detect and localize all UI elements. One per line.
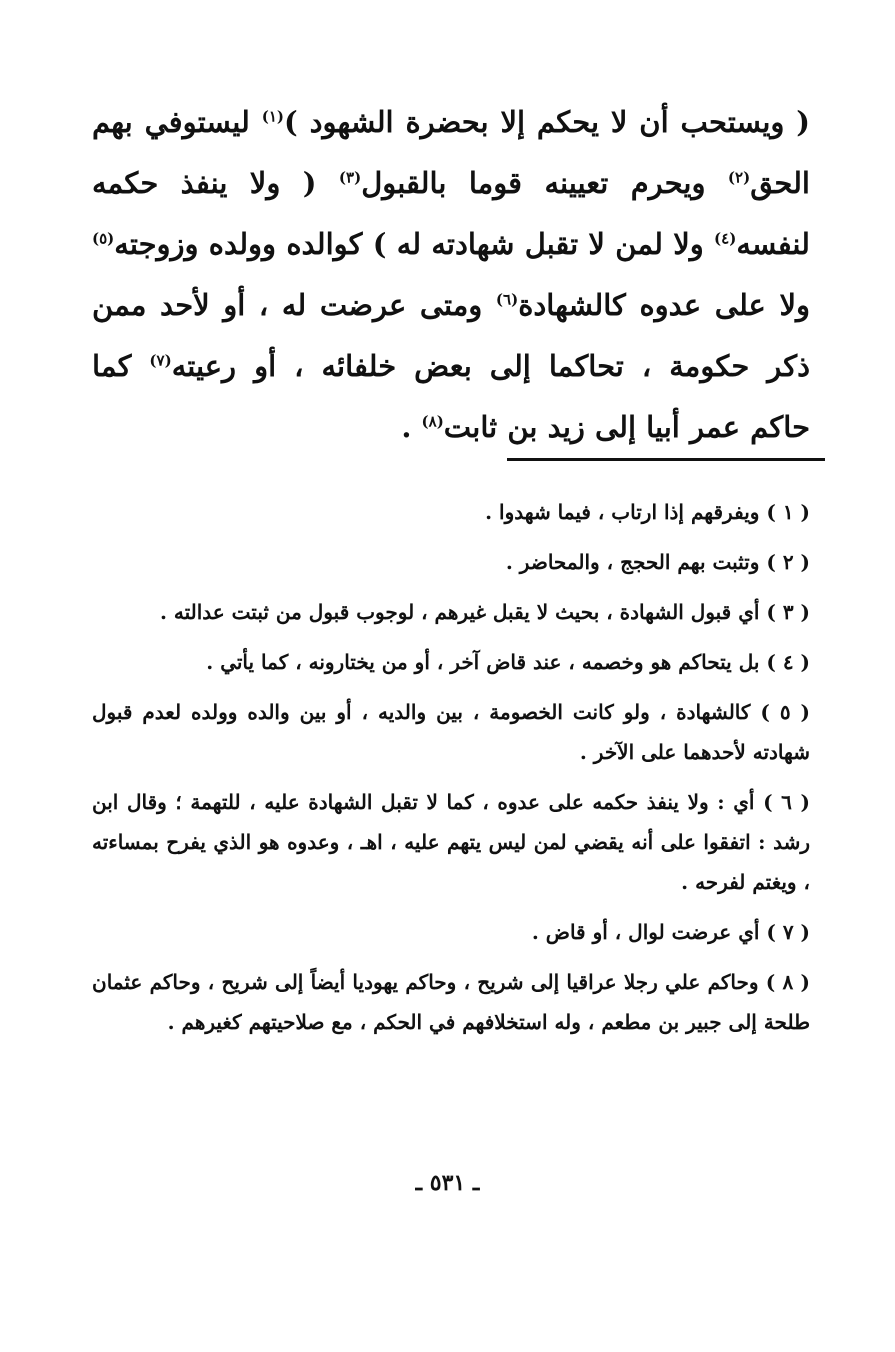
footnote-6: ( ٦ ) أي : ولا ينفذ حكمه على عدوه ، كما لا تقبل الشهادة عليه ، للتهمة ؛ وقال ابن رشد : اتفقوا على أنه يقضي لمن ليس يتهم عليه ، اهـ ، وعدوه هو الذي يفرح بمساءته ، ويغتم لفرحه . [92, 790, 810, 894]
footnote-1: ( ١ ) ويفرقهم إذا ارتاب ، فيما شهدوا . [485, 500, 810, 524]
footnote-ref-4[interactable]: (٤) [714, 229, 737, 248]
footnote-divider [507, 458, 825, 461]
footnote-ref-7[interactable]: (٧) [149, 351, 172, 370]
footnote-3: ( ٣ ) أي قبول الشهادة ، بحيث لا يقبل غيرهم ، لوجوب قبول من ثبتت عدالته . [159, 600, 810, 624]
footnotes-section [92, 492, 810, 1052]
main-line-4: ولا على عدوه كالشهادة$^{(٦)}$ ومتى عرضت له ، أو لأحد ممن [92, 288, 810, 322]
footnote-7: ( ٧ ) أي عرضت لوال ، أو قاض . [531, 920, 810, 944]
footnote-ref-8[interactable]: (٨) [421, 412, 444, 431]
page-number: ـ ٥٣١ ـ [415, 1170, 480, 1196]
footnote-4: ( ٤ ) بل يتحاكم هو وخصمه ، عند قاض آخر ، أو من يختارونه ، كما يأتي . [206, 650, 810, 674]
main-text-block [92, 92, 810, 458]
footnote-ref-1[interactable]: (١) [261, 107, 284, 126]
footnote-2: ( ٢ ) وتثبت بهم الحجج ، والمحاضر . [505, 550, 810, 574]
footnote-5: ( ٥ ) كالشهادة ، ولو كانت الخصومة ، بين والديه ، أو بين والده وولده لعدم قبول شهادته لأحدهما على الآخر . [92, 700, 810, 764]
main-line-2: الحق$^{(٢)}$ ويحرم تعيينه قوما بالقبول$^{(٣)}$ ( ولا ينفذ حكمه [92, 166, 810, 200]
main-line-1: ( ويستحب أن لا يحكم إلا بحضرة الشهود )$^{(١)}$ ليستوفي بهم [92, 105, 810, 139]
main-line-6: حاكم عمر أبيا إلى زيد بن ثابت$^{(٨)}$ . [401, 410, 810, 444]
footnote-8: ( ٨ ) وحاكم علي رجلا عراقيا إلى شريح ، وحاكم يهوديا أيضاً إلى شريح ، وحاكم عثمان طلحة إلى جبير بن مطعم ، وله استخلافهم في الحكم ، مع صلاحيتهم كغيرهم . [92, 970, 810, 1034]
footnote-ref-3[interactable]: (٣) [338, 168, 362, 187]
footnote-ref-6[interactable]: (٦) [495, 290, 519, 309]
footnote-ref-5[interactable]: (٥) [92, 229, 115, 248]
main-line-5: ذكر حكومة ، تحاكما إلى بعض خلفائه ، أو رعيته$^{(٧)}$ كما [92, 349, 810, 383]
main-line-3: لنفسه$^{(٤)}$ ولا لمن لا تقبل شهادته له ) كوالده وولده وزوجته$^{(٥)}$ [92, 227, 810, 261]
footnote-ref-2[interactable]: (٢) [727, 168, 751, 187]
